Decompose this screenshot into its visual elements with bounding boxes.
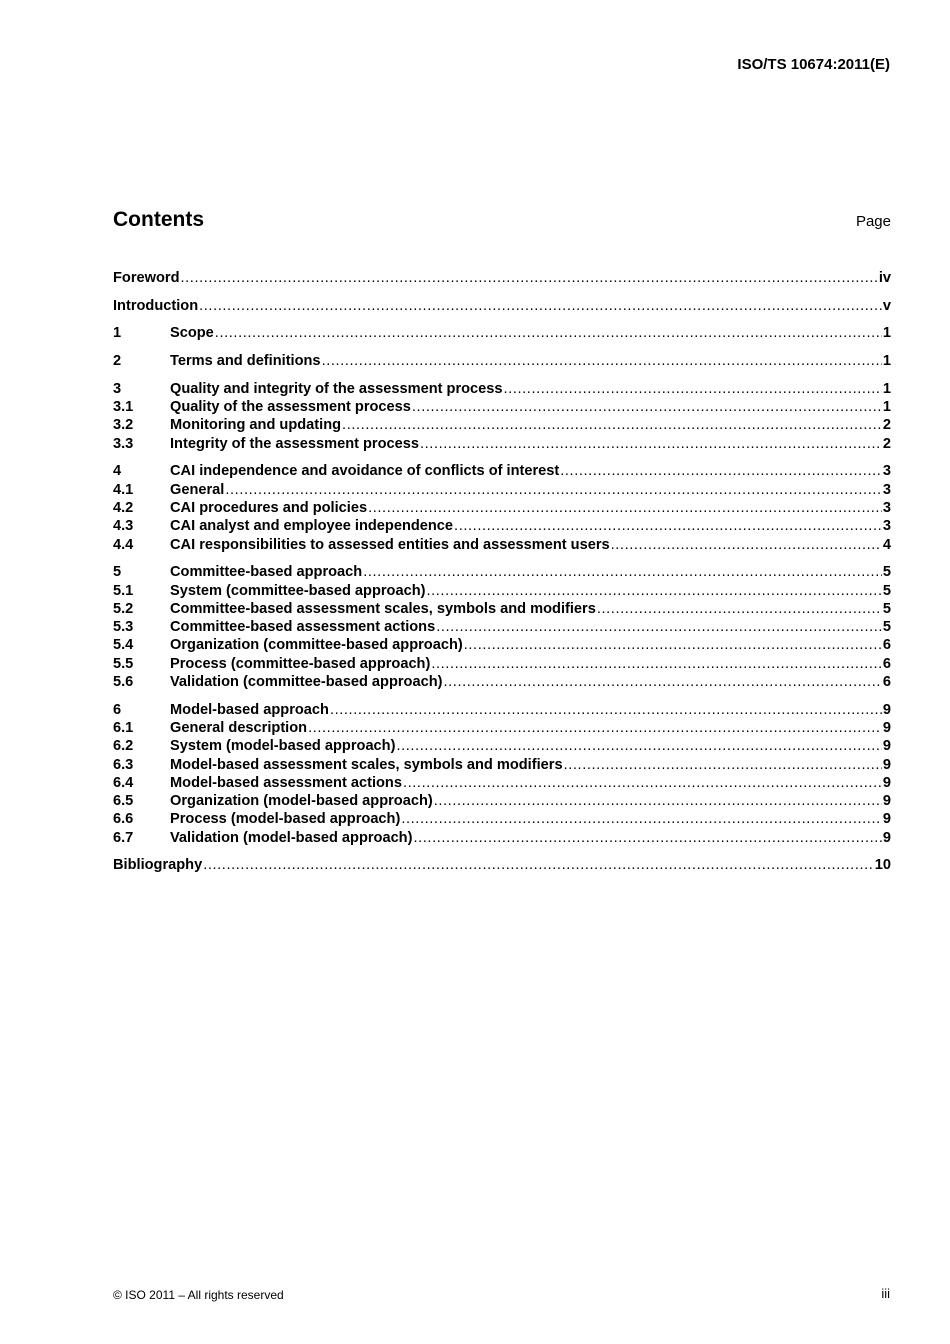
toc-entry[interactable]	[113, 600, 891, 618]
toc-entry-title: Committee-based assessment scales, symbols and modifiers	[170, 600, 596, 617]
document-id: ISO/TS 10674:2011(E)	[737, 56, 890, 73]
toc-entry[interactable]	[113, 737, 891, 755]
toc-entry[interactable]	[113, 499, 891, 517]
toc-entry-page: 9	[882, 774, 891, 791]
toc-dot-leader	[363, 563, 882, 581]
toc-entry-title: Introduction	[113, 297, 199, 314]
toc-entry-page: 6	[882, 673, 891, 690]
toc-dot-leader	[443, 673, 881, 691]
toc-dot-leader	[401, 810, 882, 828]
toc-entry-title: Validation (model-based approach)	[170, 829, 413, 846]
toc-dot-leader	[368, 499, 882, 517]
toc-dot-leader	[564, 756, 882, 774]
toc-dot-leader	[436, 618, 882, 636]
toc-entry[interactable]	[113, 636, 891, 654]
toc-entry[interactable]	[113, 435, 891, 453]
toc-dot-leader	[308, 719, 882, 737]
toc-dot-leader	[412, 398, 882, 416]
toc-entry-number: 2	[113, 353, 122, 370]
toc-dot-leader	[454, 517, 882, 535]
toc-entry-title: Model-based approach	[170, 701, 329, 718]
toc-entry-title: CAI independence and avoidance of conflicts of interest	[170, 463, 560, 480]
toc-entry[interactable]	[113, 398, 891, 416]
toc-entry[interactable]	[113, 380, 891, 398]
toc-entry[interactable]	[113, 462, 891, 480]
toc-entry-title: Validation (committee-based approach)	[170, 673, 443, 690]
toc-entry-title: System (committee-based approach)	[170, 582, 426, 599]
toc-entry-page: 5	[882, 619, 891, 636]
toc-dot-leader	[434, 792, 882, 810]
toc-entry-page: 2	[882, 417, 891, 434]
toc-dot-leader	[215, 324, 882, 342]
toc-entry[interactable]	[113, 517, 891, 535]
page-column-label: Page	[855, 213, 891, 230]
table-of-contents	[113, 269, 891, 875]
toc-entry-title: Process (committee-based approach)	[170, 655, 431, 672]
toc-entry-page: 5	[882, 600, 891, 617]
toc-entry-number: 6.7	[113, 829, 134, 846]
toc-entry-page: 5	[882, 564, 891, 581]
toc-dot-leader	[199, 297, 882, 315]
toc-entry-number: 4.1	[113, 481, 134, 498]
toc-entry[interactable]	[113, 352, 891, 370]
toc-entry-title: Committee-based approach	[170, 564, 363, 581]
toc-dot-leader	[431, 655, 882, 673]
toc-entry-title: Terms and definitions	[170, 353, 321, 370]
toc-entry-title: Monitoring and updating	[170, 417, 342, 434]
toc-entry-page: 3	[882, 499, 891, 516]
toc-entry-number: 3.2	[113, 417, 134, 434]
toc-entry-number: 3.3	[113, 435, 134, 452]
toc-entry-number: 5.4	[113, 637, 134, 654]
toc-entry-page: iv	[878, 270, 891, 286]
toc-dot-leader	[342, 416, 882, 434]
toc-entry-title: Quality and integrity of the assessment process	[170, 380, 503, 397]
toc-entry-number: 5.2	[113, 600, 134, 617]
toc-entry-number: 6.1	[113, 719, 134, 736]
toc-dot-leader	[413, 829, 881, 847]
toc-entry-page: 3	[882, 518, 891, 535]
toc-entry-page: 2	[882, 435, 891, 452]
toc-entry-number: 4.4	[113, 536, 134, 553]
toc-entry-page: 6	[882, 637, 891, 654]
toc-entry-number: 3.1	[113, 399, 134, 416]
toc-entry-page: 9	[882, 829, 891, 846]
toc-entry-number: 6.2	[113, 738, 134, 755]
toc-entry-title: System (model-based approach)	[170, 738, 396, 755]
toc-entry-number: 6	[113, 701, 122, 718]
toc-entry[interactable]	[113, 416, 891, 434]
toc-dot-leader	[396, 737, 881, 755]
contents-heading-row	[113, 208, 891, 232]
toc-entry-page: 9	[882, 811, 891, 828]
toc-entry-title: General description	[170, 719, 308, 736]
toc-entry-number: 6.6	[113, 811, 134, 828]
toc-dot-leader	[464, 636, 882, 654]
page-number: iii	[881, 1286, 890, 1301]
toc-entry-page: 4	[882, 536, 891, 553]
toc-entry-number: 1	[113, 325, 122, 342]
toc-entry-title: Integrity of the assessment process	[170, 435, 419, 452]
toc-entry-title: Bibliography	[113, 857, 203, 874]
toc-entry-page: 1	[882, 325, 891, 342]
toc-dot-leader	[426, 582, 881, 600]
toc-entry-title: Quality of the assessment process	[170, 399, 411, 416]
toc-entry[interactable]	[113, 481, 891, 499]
toc-entry-page: 9	[882, 756, 891, 773]
toc-entry-page: 9	[882, 793, 891, 810]
toc-entry[interactable]	[113, 269, 891, 287]
toc-dot-leader	[225, 481, 882, 499]
toc-entry-number: 4.3	[113, 518, 134, 535]
toc-entry-page: 1	[882, 353, 891, 370]
toc-dot-leader	[330, 701, 882, 719]
toc-entry-page: 9	[882, 719, 891, 736]
toc-entry-title: Model-based assessment actions	[170, 774, 402, 791]
toc-entry-title: Organization (committee-based approach)	[170, 637, 463, 654]
toc-entry-number: 5.1	[113, 582, 134, 599]
contents-title: Contents	[113, 208, 204, 231]
toc-entry-page: 9	[882, 701, 891, 718]
toc-entry[interactable]	[113, 756, 891, 774]
toc-entry-number: 5	[113, 564, 122, 581]
toc-entry-title: Foreword	[113, 270, 180, 286]
toc-entry-page: 1	[882, 380, 891, 397]
toc-entry-title: Process (model-based approach)	[170, 811, 401, 828]
toc-entry[interactable]	[113, 701, 891, 719]
toc-entry-title: Scope	[170, 325, 214, 342]
toc-dot-leader	[597, 600, 882, 618]
toc-entry-page: 3	[882, 463, 891, 480]
toc-entry-title: Committee-based assessment actions	[170, 619, 436, 636]
toc-dot-leader	[560, 462, 882, 480]
toc-entry-title: CAI procedures and policies	[170, 499, 368, 516]
toc-entry[interactable]	[113, 774, 891, 792]
toc-entry[interactable]	[113, 792, 891, 810]
toc-entry[interactable]	[113, 618, 891, 636]
toc-entry-title: Model-based assessment scales, symbols and modifiers	[170, 756, 563, 773]
toc-entry[interactable]	[113, 829, 891, 847]
toc-entry[interactable]	[113, 563, 891, 581]
toc-entry-number: 5.5	[113, 655, 134, 672]
toc-entry-page: 9	[882, 738, 891, 755]
toc-entry-page: 1	[882, 399, 891, 416]
toc-entry-number: 6.3	[113, 756, 134, 773]
toc-dot-leader	[203, 856, 874, 874]
toc-dot-leader	[403, 774, 882, 792]
toc-dot-leader	[420, 435, 882, 453]
toc-dot-leader	[180, 269, 877, 287]
toc-entry[interactable]	[113, 582, 891, 600]
toc-entry-title: Organization (model-based approach)	[170, 793, 433, 810]
toc-entry-title: General	[170, 481, 225, 498]
toc-entry-title: CAI responsibilities to assessed entities and assessment users	[170, 536, 610, 553]
toc-entry-number: 6.4	[113, 774, 134, 791]
toc-entry-number: 5.6	[113, 673, 134, 690]
toc-entry-page: v	[882, 297, 891, 314]
toc-entry-number: 5.3	[113, 619, 134, 636]
toc-dot-leader	[611, 536, 882, 554]
toc-entry-title: CAI analyst and employee independence	[170, 518, 454, 535]
toc-entry-page: 5	[882, 582, 891, 599]
toc-entry-number: 4.2	[113, 499, 134, 516]
toc-entry-page: 6	[882, 655, 891, 672]
toc-dot-leader	[504, 380, 882, 398]
toc-dot-leader	[322, 352, 882, 370]
toc-entry[interactable]	[113, 673, 891, 691]
copyright-notice: © ISO 2011 – All rights reserved	[113, 1288, 284, 1302]
toc-entry-page: 10	[874, 857, 891, 874]
toc-entry[interactable]	[113, 810, 891, 828]
toc-entry-number: 6.5	[113, 793, 134, 810]
toc-entry[interactable]	[113, 536, 891, 554]
toc-entry[interactable]	[113, 655, 891, 673]
toc-entry[interactable]	[113, 324, 891, 342]
toc-entry-page: 3	[882, 481, 891, 498]
toc-entry-number: 3	[113, 380, 122, 397]
toc-entry[interactable]	[113, 719, 891, 737]
toc-entry[interactable]	[113, 297, 891, 315]
toc-entry[interactable]	[113, 856, 891, 874]
toc-entry-number: 4	[113, 463, 122, 480]
